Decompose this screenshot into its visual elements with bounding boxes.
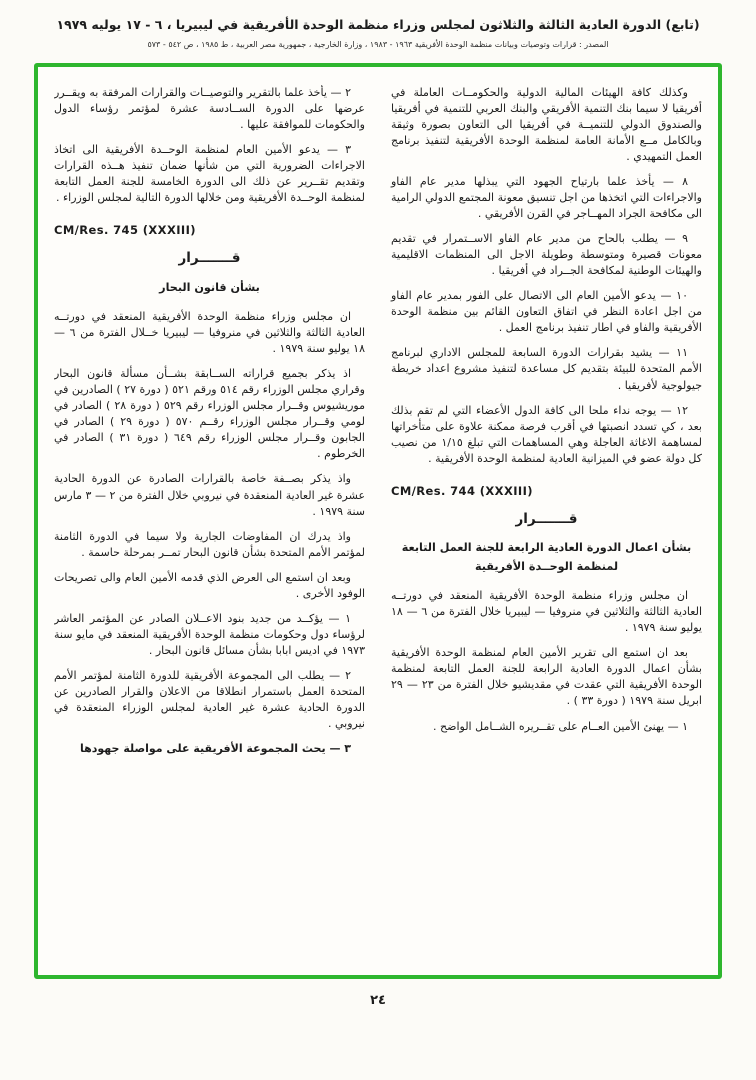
paragraph: ١ — يهنئ الأمين العــام على تقــريره الشــامل الواضح .: [433, 719, 688, 733]
paragraph: ٨ — يأخذ علما بارتياح الجهود التي يبذلها مدير عام الفاو والاجراءات التي اتخذها من اجل تنسيق معونة المجتمع الدولي الرامية الى مكافحة الجراد المهــاجر في القرن الأفريقي .: [391, 174, 702, 221]
paragraph: وبعد ان استمع الى العرض الذي قدمه الأمين العام والى تصريحات الوفود الأخرى .: [54, 570, 365, 600]
two-column-layout: [54, 85, 702, 963]
resolution-code: CM/Res. 745 (XXXIII): [54, 223, 196, 238]
paragraph-bold: ٣ — يحث المجموعة الأفريقية على مواصلة جهودها: [80, 742, 351, 756]
paragraph: ٢ — يطلب الى المجموعة الأفريقية للدورة الثامنة لمؤتمر الأمم المتحدة العمل باستمرار انطلاقا من الاعلان والقرار الصادرين عن الدورة الحادية عشرة غير العادية لمجلس الوزراء المنعقدة في نيروبي .: [54, 668, 365, 731]
column-left: [54, 85, 365, 963]
paragraph: ان مجلس وزراء منظمة الوحدة الأفريقية المنعقد في دورتــه العادية الثالثة والثلاثين في منروفيا — ليبيريا خلال الفترة من ٦ — ١٨ يوليو سنة ١٩٧٩ .: [391, 589, 702, 635]
paragraph: ٣ — يدعو الأمين العام لمنظمة الوحــدة الأفريقية الى اتخاذ الاجراءات الضرورية التي من شأنها ضمان تنفيذ هــذه القرارات وتقديم تقــرير عن ذلك الى الدورة الخامسة للجنة العمل التابعة لمنظمة الوحــدة الأفريقية ومن خلالها الدورة التالية لمجلس الوزراء .: [54, 142, 365, 205]
paragraph: ان مجلس وزراء منظمة الوحدة الأفريقية المنعقد في دورتــه العادية الثالثة والثلاثين في منروفيا — ليبيريا خــلال الفترة من ٦ — ١٨ يوليو سنة ١٩٧٩ .: [54, 310, 366, 356]
paragraph: ١٠ — يدعو الأمين العام الى الاتصال على الفور بمدير عام الفاو من اجل اعادة النظر في اتفاق التعاون القائم بين منظمة الوحدة الأفريقية والفاو في اطار تنفيذ برنامج العمل .: [391, 289, 702, 335]
paragraph: وكذلك كافة الهيئات المالية الدولية والحكومــات العاملة في أفريقيا لا سيما بنك التنمية الأفريقي والبنك العربي للتنمية في أفريقيا والصندوق الدولي للتنميــة في أفريقيا الى التعاون بصورة وثيقة وبالكامل مــع الأمانة العامة لمنظمة الوحدة الأفريقية لتنفيذ برنامج العمل التمهيدي .: [391, 85, 702, 163]
paragraph: ٢ — يأخذ علما بالتقرير والتوصيــات والقرارات المرفقة به ويقــرر عرضها على الدورة الســادسة عشرة لمؤتمر رؤساء الدول والحكومات للموافقة عليها .: [54, 85, 365, 131]
paragraph: ٩ — يطلب بالحاح من مدير عام الفاو الاســتمرار في تقديم معونات قصيرة ومتوسطة وطويلة الاجل الى المنظمات الاقليمية والهيئات الوطنية لمكافحة الجــراد في أفريقيا .: [391, 232, 702, 278]
paragraph: اذ يذكر بجميع قراراته الســابقة بشــأن مسألة قانون البحار وقراري مجلس الوزراء رقم ٥١٤ ورقم ٥٢١ ( دورة ٢٧ ) الصادرين في موريشيوس وقــرار مجلس الوزراء رقم ٥٢٩ ( دورة ٢٨ ) الصادر في لومي وقــرار مجلس الوزراء رقــم ٥٧٠ ( دورة ٢٩ ) الصادر في الجابون وقــرار مجلس الوزراء رقم ٦٤٩ ( دورة ٣١ ) الصادر في الخرطوم .: [54, 367, 365, 461]
paragraph: ١٢ — يوجه نداء ملحا الى كافة الدول الأعضاء التي لم تقم بذلك بعد ، كي تسدد انصبتها في أقرب فرصة ممكنة علاوة على متأخراتها لمساهمة الاغاثة العاجلة وهي المساهمات التي تبلغ ١/١٥ من نصيب كل دولة عضو في الميزانية العادية لمنظمة الوحدة الأفريقية .: [391, 403, 702, 465]
document-title: (تابع) الدورة العادية الثالثة والثلاثون لمجلس وزراء منظمة الوحدة الأفريقية في ليبيريا ، ٦ - ١٧ يوليه ١٩٧٩: [56, 17, 700, 32]
resolution-title: قـــــــرار: [515, 510, 578, 527]
paragraph: بعد ان استمع الى تقرير الأمين العام لمنظمة الوحدة الأفريقية بشأن اعمال الدورة العادية الرابعة للجنة العمل التابعة لمنظمة الوحدة الأفريقية التي عقدت في مقديشيو خلال الفترة من ٢٣ — ٢٩ ابريل سنة ١٩٧٩ ( دورة ٣٣ ) .: [391, 646, 702, 708]
resolution-code: CM/Res. 744 (XXXIII): [391, 483, 533, 498]
page-number: ٢٤: [370, 992, 386, 1008]
paragraph: ١ — يؤكــد من جديد بنود الاعــلان الصادر عن المؤتمر العاشر لرؤساء دول وحكومات منظمة الوحدة الأفريقية المنعقد في مايو سنة ١٩٧٣ في اديس ابابا بشأن مسائل قانون البحار .: [54, 611, 365, 657]
column-right: [391, 85, 702, 963]
content-frame: [34, 63, 722, 979]
resolution-subtitle: بشأن قانون البحار: [159, 280, 260, 294]
document-header: [26, 0, 730, 49]
paragraph: ١١ — يشيد بقرارات الدورة السابعة للمجلس الاداري لبرنامج الأمم المتحدة للبيئة بتقديم كل مساعدة لتنفيذ مشروع اعداد خريطة جيولوجية لأفريقيا .: [391, 346, 702, 392]
document-source-line: المصدر : قرارات وتوصيات وبيانات منظمة الوحدة الأفريقية ١٩٦٣ - ١٩٨٣ ، وزارة الخارجية ، جمهورية مصر العربية ، ط ١٩٨٥ ، ص ٥٤٢ - ٥٧٣: [147, 39, 609, 49]
paragraph: واذ يذكر بصــفة خاصة بالقرارات الصادرة عن الدورة الحادية عشرة غير العادية المنعقدة في نيروبي خلال الفترة من ٢ — ٣ مارس سنة ١٩٧٩ .: [54, 472, 366, 518]
resolution-title: قـــــــرار: [178, 249, 241, 266]
resolution-subtitle: بشأن اعمال الدورة العادية الرابعة للجنة العمل التابعة لمنظمة الوحــدة الأفريقية: [401, 541, 692, 573]
paragraph: واذ يدرك ان المفاوضات الجارية ولا سيما في الدورة الثامنة لمؤتمر الأمم المتحدة بشأن قانون البحار تمــر بمرحلة حاسمة .: [54, 529, 365, 559]
